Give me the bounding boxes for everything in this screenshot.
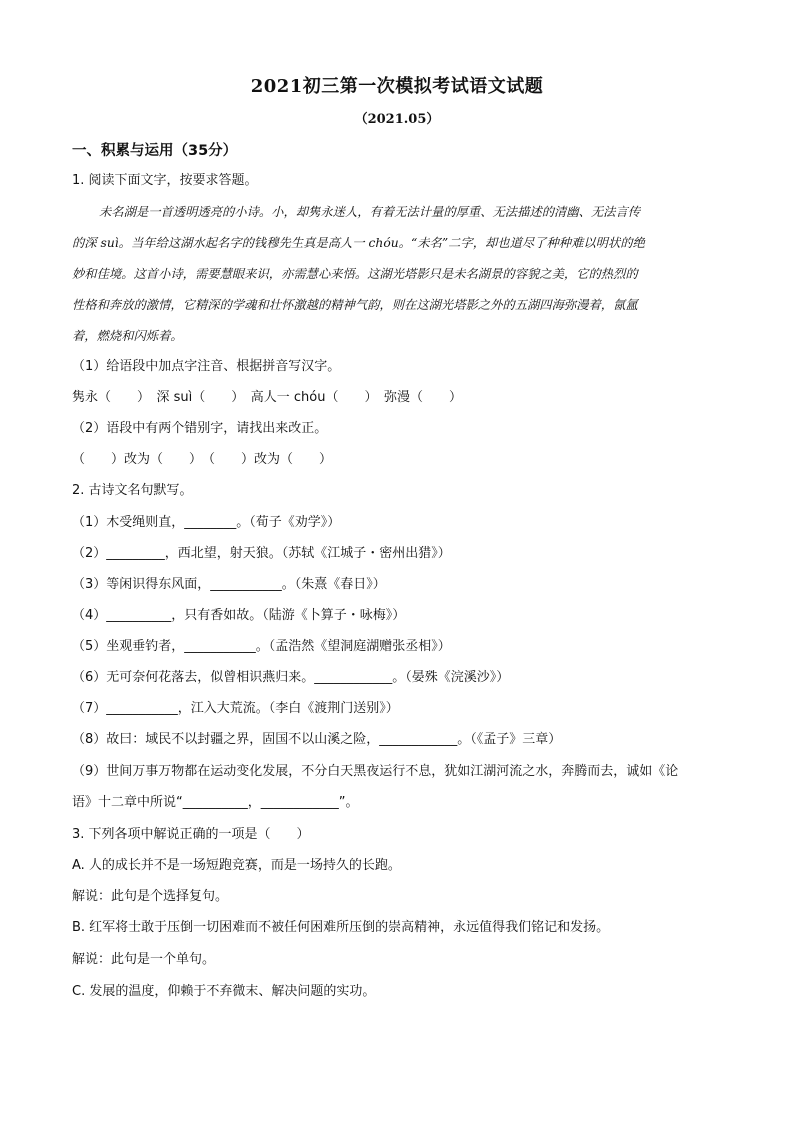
- page-title: 2021初三第一次模拟考试语文试题: [250, 76, 544, 97]
- poem-fill-item: （6）无可奈何花落去，似曾相识燕归来。____________。（晏殊《浣溪沙》）: [72, 670, 510, 685]
- option-line: B. 红军将士敢于压倒一切困难而不被任何困难所压倒的崇高精神，永远值得我们铭记和发扬。: [72, 920, 610, 935]
- passage-line: 着，燃烧和闪烁着。: [72, 329, 183, 343]
- passage-line: 妙和佳境。这首小诗，需要慧眼来识，亦需慧心来悟。这湖光塔影只是未名湖景的容貌之美，它的热烈的: [72, 267, 638, 281]
- explanation-line: 解说：此句是个选择复句。: [72, 889, 229, 904]
- passage-line: 未名湖是一首透明透亮的小诗。小，却隽永迷人，有着无法计量的厚重、无法描述的清幽、无法言传: [99, 205, 641, 219]
- poem-fill-item: （8）故曰：域民不以封疆之界，固国不以山溪之险，____________。（《孟子》三章）: [72, 732, 562, 747]
- exam-date: （2021.05）: [354, 112, 440, 127]
- poem-fill-item: （2）_________，西北望，射天狼。（苏轼《江城子・密州出猎》）: [72, 546, 451, 561]
- question-1-stem: 1. 阅读下面文字，按要求答题。: [72, 173, 258, 188]
- question-1-sub-2: （2）语段中有两个错别字，请找出来改正。: [72, 421, 328, 436]
- poem-fill-item: （3）等闲识得东风面，___________。（朱熹《春日》）: [72, 577, 386, 592]
- poem-fill-item: 语》十二章中所说“__________，____________”。: [72, 795, 359, 810]
- poem-fill-item: （9）世间万事万物都在运动变化发展，不分白天黑夜运行不息，犹如江湖河流之水，奔腾而去，诚如《论: [72, 764, 679, 779]
- poem-fill-item: （4）__________，只有香如故。（陆游《卜算子・咏梅》）: [72, 608, 406, 623]
- question-1-sub-2-blanks: （ ）改为（ ） （ ）改为（ ）: [72, 452, 333, 467]
- question-1-sub-1: （1）给语段中加点字注音、根据拼音写汉字。: [72, 359, 341, 374]
- poem-fill-item: （5）坐观垂钓者，___________。（孟浩然《望洞庭湖赠张丞相》）: [72, 639, 451, 654]
- option-line: C. 发展的温度，仰赖于不弃微末、解决问题的实功。: [72, 984, 376, 999]
- poem-fill-item: （7）___________，江入大荒流。（李白《渡荆门送别》）: [72, 701, 399, 716]
- section-heading: 一、积累与运用（35分）: [72, 143, 238, 159]
- question-1-sub-1-blanks: 隽永（ ） 深 suì（ ） 高人一 chóu（ ） 弥漫（ ）: [72, 390, 462, 405]
- option-line: A. 人的成长并不是一场短跑竞赛，而是一场持久的长跑。: [72, 858, 401, 873]
- poem-fill-item: （1）木受绳则直，________。（荀子《劝学》）: [72, 515, 341, 530]
- passage-line: 性格和奔放的激情，它精深的学魂和壮怀激越的精神气韵，则在这湖光塔影之外的五湖四海弥漫着，氤氲: [72, 298, 638, 312]
- passage-line: 的深 suì。当年给这湖水起名字的钱穆先生真是高人一 chóu。“未名”二字，却也道尽了种种难以明状的绝: [72, 236, 645, 250]
- question-2-stem: 2. 古诗文名句默写。: [72, 483, 193, 498]
- question-3-stem: 3. 下列各项中解说正确的一项是（ ）: [72, 827, 310, 842]
- explanation-line: 解说：此句是一个单句。: [72, 952, 216, 967]
